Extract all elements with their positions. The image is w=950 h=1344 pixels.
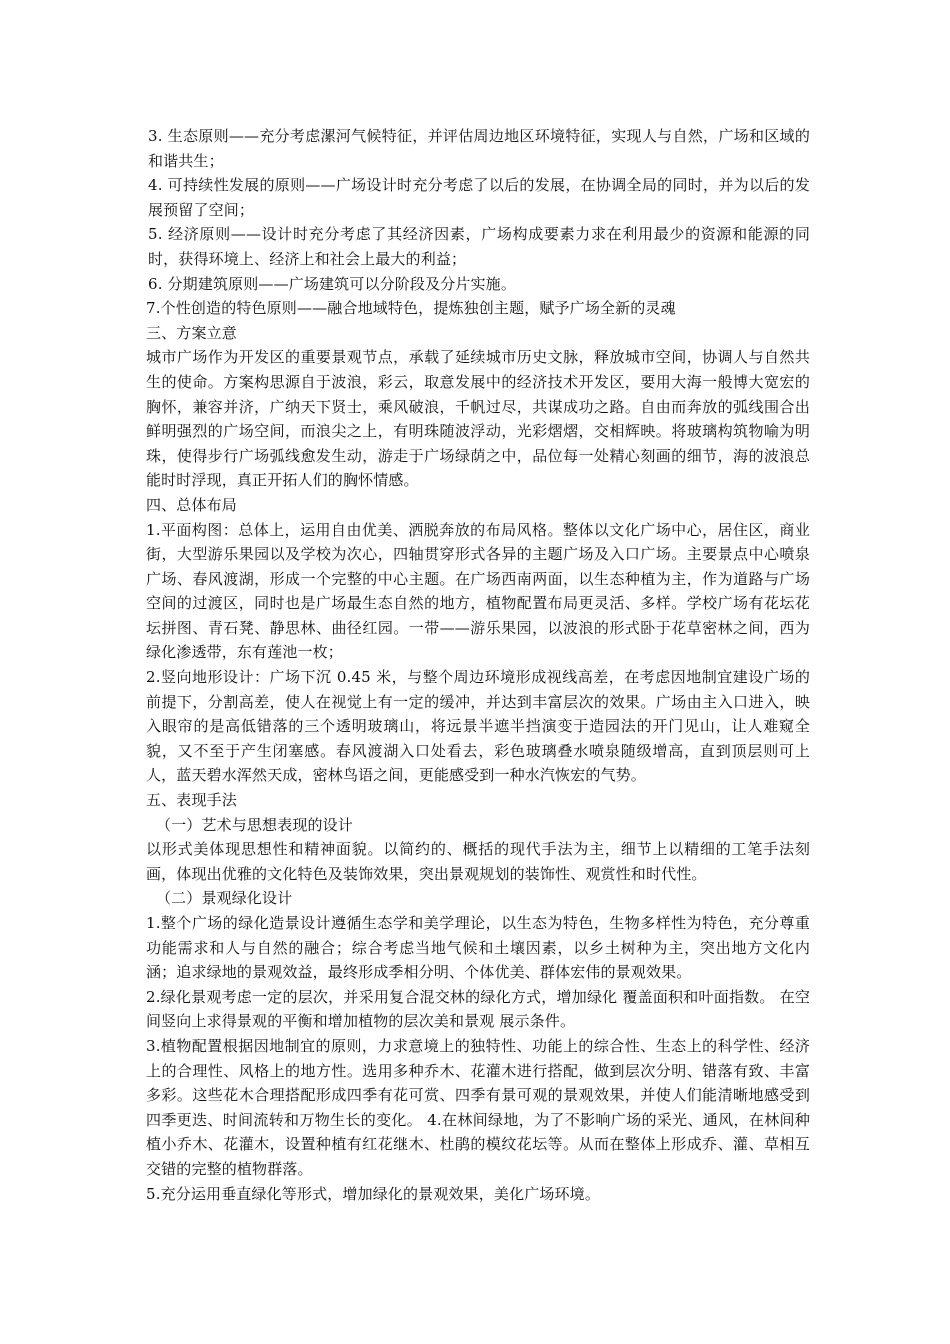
principle-sustainability: 4. 可持续性发展的原则——广场设计时充分考虑了以后的发展，在协调全局的同时，并为以后的发展预留了空间； (148, 176, 810, 219)
document-body (146, 124, 810, 1206)
greening-item-5: 5.充分运用垂直绿化等形式，增加绿化的景观效果，美化广场环境。 (146, 1184, 600, 1203)
principle-individuality: 7.个性创造的特色原则——融合地域特色，提炼独创主题，赋予广场全新的灵魂 (146, 299, 676, 318)
layout-terrain-paragraph: 2.竖向地形设计：广场下沉 0.45 米，与整个周边环境形成视线高差，在考虑因地制宜建设广场的前提下，分割高差，使人在视觉上有一定的缓冲，并达到丰富层次的效果。广场由主入口进入，映入眼帘的是高低错落的三个透明玻璃山，将远景半遮半挡演变于造园法的开门见山，让人难窥全貌，又不至于产生闭塞感。春风渡湖入口处看去，彩色玻璃叠水喷泉随级增高，直到顶层则可上人，蓝天碧水浑然天成，密林鸟语之间，更能感受到一种水汽恢宏的气势。 (146, 668, 810, 785)
greening-item-1: 1.整个广场的绿化造景设计遵循生态学和美学理论，以生态为特色，生物多样性为特色，充分尊重功能需求和人与自然的融合；综合考虑当地气候和土壤因素，以乡土树种为主，突出地方文化内涵；追求绿地的景观效益，最终形成季相分明、个体优美、群体宏伟的景观效果。 (146, 914, 810, 982)
principle-economy: 5. 经济原则——设计时充分考虑了其经济因素，广场构成要素力求在利用最少的资源和能源的同时，获得环境上、经济上和社会上最大的利益； (148, 225, 810, 268)
section-heading-expression: 五、表现手法 (146, 791, 237, 810)
greening-item-2: 2.绿化景观考虑一定的层次，并采用复合混交林的绿化方式，增加绿化 覆盖面积和叶面指数。 在空间竖向上求得景观的平衡和增加植物的层次美和景观 展示条件。 (146, 987, 810, 1031)
concept-paragraph: 城市广场作为开发区的重要景观节点，承载了延续城市历史文脉，释放城市空间，协调人与自然共生的使命。方案构思源自于波浪，彩云，取意发展中的经济技术开发区，要用大海一般博大宽宏的胸怀，兼容并济，广纳天下贤士，乘风破浪，千帆过尽，共谋成功之路。自由而奔放的弧线围合出鲜明强烈的广场空间，而浪尖之上，有明珠随波浮动，光彩熠熠，交相辉映。将玻璃构筑物喻为明珠，使得步行广场弧线愈发生动，游走于广场绿荫之中，品位每一处精心刻画的细节，海的波浪总能时时浮现，真正开拓人们的胸怀情感。 (146, 348, 810, 490)
principle-phased-construction: 6. 分期建筑原则——广场建筑可以分阶段及分片实施。 (148, 274, 516, 293)
art-design-paragraph: 以形式美体现思想性和精神面貌。以简约的、概括的现代手法为主，细节上以精细的工笔手法刻画，体现出优雅的文化特色及装饰效果，突出景观规划的装饰性、观赏性和时代性。 (146, 840, 810, 883)
subheading-greening-design: （二）景观绿化设计 (156, 889, 293, 908)
section-heading-layout: 四、总体布局 (146, 495, 237, 514)
principle-ecology: 3. 生态原则——充分考虑漯河气候特征，并评估周边地区环境特征，实现人与自然，广场和区域的和谐共生； (148, 127, 810, 170)
greening-item-3: 3.植物配置根据因地制宜的原则，力求意境上的独特性、功能上的综合性、生态上的科学性、经济上的合理性、风格上的地方性。选用多种乔木、花灌木进行搭配，做到层次分明、错落有致、丰富多彩。这些花木合理搭配形成四季有花可赏、四季有景可观的景观效果，并使人们能清晰地感受到四季更迭、时间流转和万物生长的变化。 4.在林间绿地，为了不影响广场的采光、通风，在林间种植小乔木、花灌木，设置种植有红花继木、杜鹃的模纹花坛等。从而在整体上形成乔、灌、草相互交错的完整的植物群落。 (146, 1036, 810, 1178)
section-heading-concept: 三、方案立意 (146, 323, 237, 342)
layout-plan-paragraph: 1.平面构图：总体上，运用自由优美、洒脱奔放的布局风格。整体以文化广场中心，居住区，商业街，大型游乐果园以及学校为次心，四轴贯穿形式各异的主题广场及入口广场。主要景点中心喷泉广场、春风渡湖，形成一个完整的中心主题。在广场西南两面，以生态种植为主，作为道路与广场空间的过渡区，同时也是广场最生态自然的地方，植物配置布局更灵活、多样。学校广场有花坛花坛拼图、青石凳、静思林、曲径红园。一带——游乐果园，以波浪的形式卧于花草密林之间，西为绿化渗透带，东有莲池一枚； (146, 520, 810, 662)
subheading-art-design: （一）艺术与思想表现的设计 (156, 815, 353, 834)
